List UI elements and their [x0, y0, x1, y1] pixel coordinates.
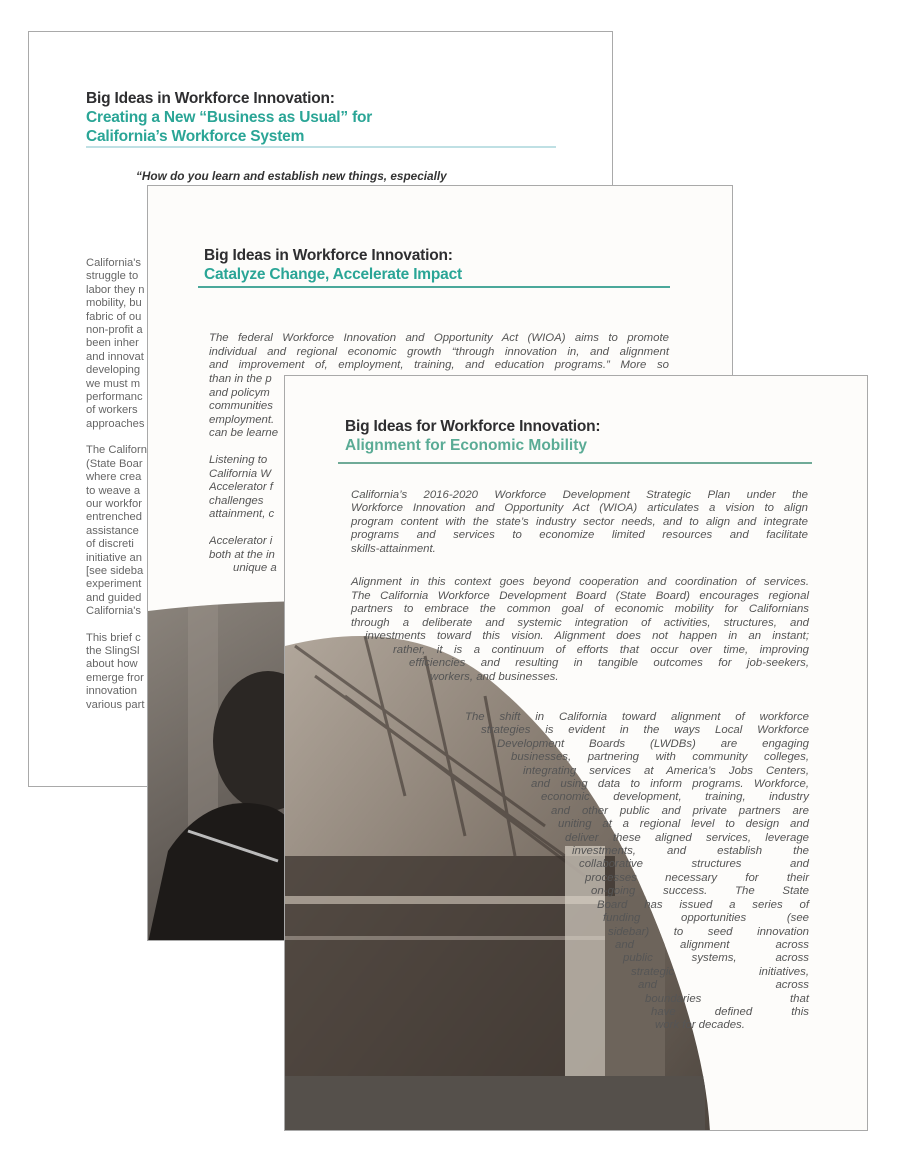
text-line: on-going success. The State	[591, 885, 809, 898]
text-line: and across	[638, 979, 809, 992]
text-line: sidebar) to seed innovation	[608, 925, 809, 938]
text-line: deliver these aligned services, leverage	[565, 831, 809, 844]
text-line: our workfor	[86, 497, 142, 510]
paragraph	[209, 373, 289, 441]
paragraph	[209, 535, 289, 576]
text-line: performanc	[86, 391, 143, 404]
text-line: strategies is evident in the ways Local Workforce	[481, 724, 809, 737]
page-title: Big Ideas for Workforce Innovation:	[345, 418, 601, 435]
text-line: (State Boar	[86, 457, 143, 470]
text-line: investments, and establish the	[572, 845, 809, 858]
paragraph	[86, 632, 156, 712]
text-line: California's	[86, 257, 141, 269]
text-line: developing	[86, 364, 141, 377]
text-line: innovation	[86, 685, 138, 698]
text-line: businesses, partnering with community colleges,	[511, 751, 809, 764]
page-title-block	[204, 246, 462, 284]
text-line: integrating services at America’s Jobs Centers,	[523, 764, 809, 777]
intro-paragraph	[209, 332, 669, 373]
page-title: Big Ideas in Workforce Innovation:	[204, 247, 453, 264]
cut-off-text	[209, 373, 289, 576]
text-line: processes necessary for their	[585, 871, 809, 884]
text-line: unique a	[233, 562, 277, 575]
text-line: of workers	[86, 404, 138, 417]
text-line: about how	[86, 658, 138, 671]
text-line: employment.	[209, 413, 275, 426]
text-line: non-profit a	[86, 324, 143, 337]
text-line: The California Workforce Development Board (State Board) encourages regional	[351, 589, 809, 602]
paragraph	[209, 454, 289, 522]
text-line: communities	[209, 400, 273, 413]
text-line: boundaries that	[645, 992, 809, 1005]
text-line: been inher	[86, 337, 139, 350]
text-line: rather, it is a continuum of efforts that occur over time, improving	[393, 643, 809, 656]
page-title: Big Ideas in Workforce Innovation:	[86, 90, 335, 107]
page-subtitle: Alignment for Economic Mobility	[345, 437, 587, 454]
text-line: The federal Workforce Innovation and Opportunity Act (WIOA) aims to promote	[209, 332, 669, 344]
text-line: and alignment across	[615, 938, 809, 951]
text-line: The shift in California toward alignment of workforce	[465, 711, 809, 723]
text-line: Listening to	[209, 453, 268, 466]
text-line: both at the in	[209, 548, 275, 561]
text-line: The Californ	[86, 444, 147, 457]
text-line: initiative an	[86, 551, 142, 564]
text-line: uniting at a regional level to design and	[558, 818, 809, 831]
text-line: attainment, c	[209, 508, 275, 521]
text-line: have defined this	[651, 1005, 809, 1018]
text-line: where crea	[86, 471, 142, 484]
page-subtitle-line-1: Creating a New “Business as Usual” for	[86, 109, 373, 126]
text-line: to weave a	[86, 484, 141, 497]
text-line: of discreti	[86, 538, 134, 551]
text-line: program content with the state’s industry sector needs, and to align and integrate	[351, 515, 808, 528]
page-title-block	[86, 89, 372, 146]
text-line: workers, and businesses.	[430, 670, 559, 683]
text-line: strategic initiatives,	[631, 965, 809, 978]
text-line: California W	[209, 467, 272, 480]
paragraph-shift	[285, 711, 809, 1033]
text-line: and improvement of, employment, training, and education programs.” More so	[209, 359, 669, 372]
text-line: California's	[86, 605, 141, 618]
text-line: investments toward this vision. Alignment does not happen in an instant;	[365, 630, 809, 642]
text-line: can be learne	[209, 427, 279, 440]
text-line: This brief c	[86, 631, 141, 644]
text-line: Accelerator i	[209, 534, 273, 547]
text-line: the SlingSl	[86, 644, 140, 657]
text-line: mobility, bu	[86, 297, 142, 310]
text-line: economic development, training, industry	[541, 791, 809, 804]
text-line: Workforce Innovation and Opportunity Act (WIOA) articulates a vision to align	[351, 502, 808, 515]
text-line: experiment	[86, 578, 142, 591]
text-line: [see sideba	[86, 564, 144, 577]
text-line: efficiencies and resulting in tangible outcomes for job-seekers,	[409, 657, 809, 669]
text-line: than in the p	[209, 373, 272, 385]
paragraph-alignment	[285, 576, 809, 684]
text-line: skills-attainment.	[351, 542, 436, 555]
text-line: and guided	[86, 591, 142, 604]
text-line: we must m	[86, 377, 141, 390]
pull-quote: “How do you learn and establish new things, especially	[136, 169, 447, 183]
text-line: fabric of ou	[86, 310, 142, 323]
text-line: through a deliberate and systemic integration of activities, structures, and	[351, 616, 809, 629]
text-line: programs and services to economize limited resources and facilitate	[351, 529, 808, 542]
text-line: approaches	[86, 417, 145, 430]
text-line: public systems, across	[623, 952, 809, 965]
text-line: funding opportunities (see	[603, 912, 809, 925]
text-line: partners to embrace the common goal of economic mobility for Californians	[351, 603, 809, 615]
page-subtitle: Catalyze Change, Accelerate Impact	[204, 266, 462, 283]
text-line: labor they n	[86, 283, 145, 296]
paragraph	[86, 257, 156, 431]
text-line: Development Boards (LWDBs) are engaging	[497, 737, 809, 750]
paragraph	[86, 444, 156, 618]
paragraph-strategic-plan	[351, 489, 808, 556]
text-line: Alignment in this context goes beyond cooperation and coordination of services.	[351, 576, 809, 588]
text-line: and using data to inform programs. Workforce,	[531, 778, 809, 791]
text-line: work for decades.	[655, 1019, 745, 1032]
text-line: collaborative structures and	[579, 858, 809, 871]
text-line: California’s 2016-2020 Workforce Development Strategic Plan under the	[351, 489, 808, 501]
document-page-front	[284, 375, 868, 1131]
page-subtitle-line-2: California’s Workforce System	[86, 128, 305, 145]
text-line: and other public and private partners are	[551, 804, 809, 817]
text-line: challenges	[209, 494, 264, 507]
text-line: assistance	[86, 524, 139, 537]
text-line: entrenched	[86, 511, 142, 524]
text-line: and policym	[209, 386, 270, 399]
text-line: emerge fror	[86, 671, 144, 684]
text-line: struggle to	[86, 270, 139, 283]
title-divider	[86, 146, 556, 148]
text-line: and innovat	[86, 350, 144, 363]
title-divider	[198, 286, 670, 288]
body-text	[86, 257, 156, 712]
text-line: Accelerator f	[209, 481, 273, 494]
text-line: Board has issued a series of	[597, 898, 809, 911]
text-line: individual and regional economic growth “through innovation in, and alignment	[209, 345, 669, 358]
text-line: various part	[86, 698, 145, 711]
